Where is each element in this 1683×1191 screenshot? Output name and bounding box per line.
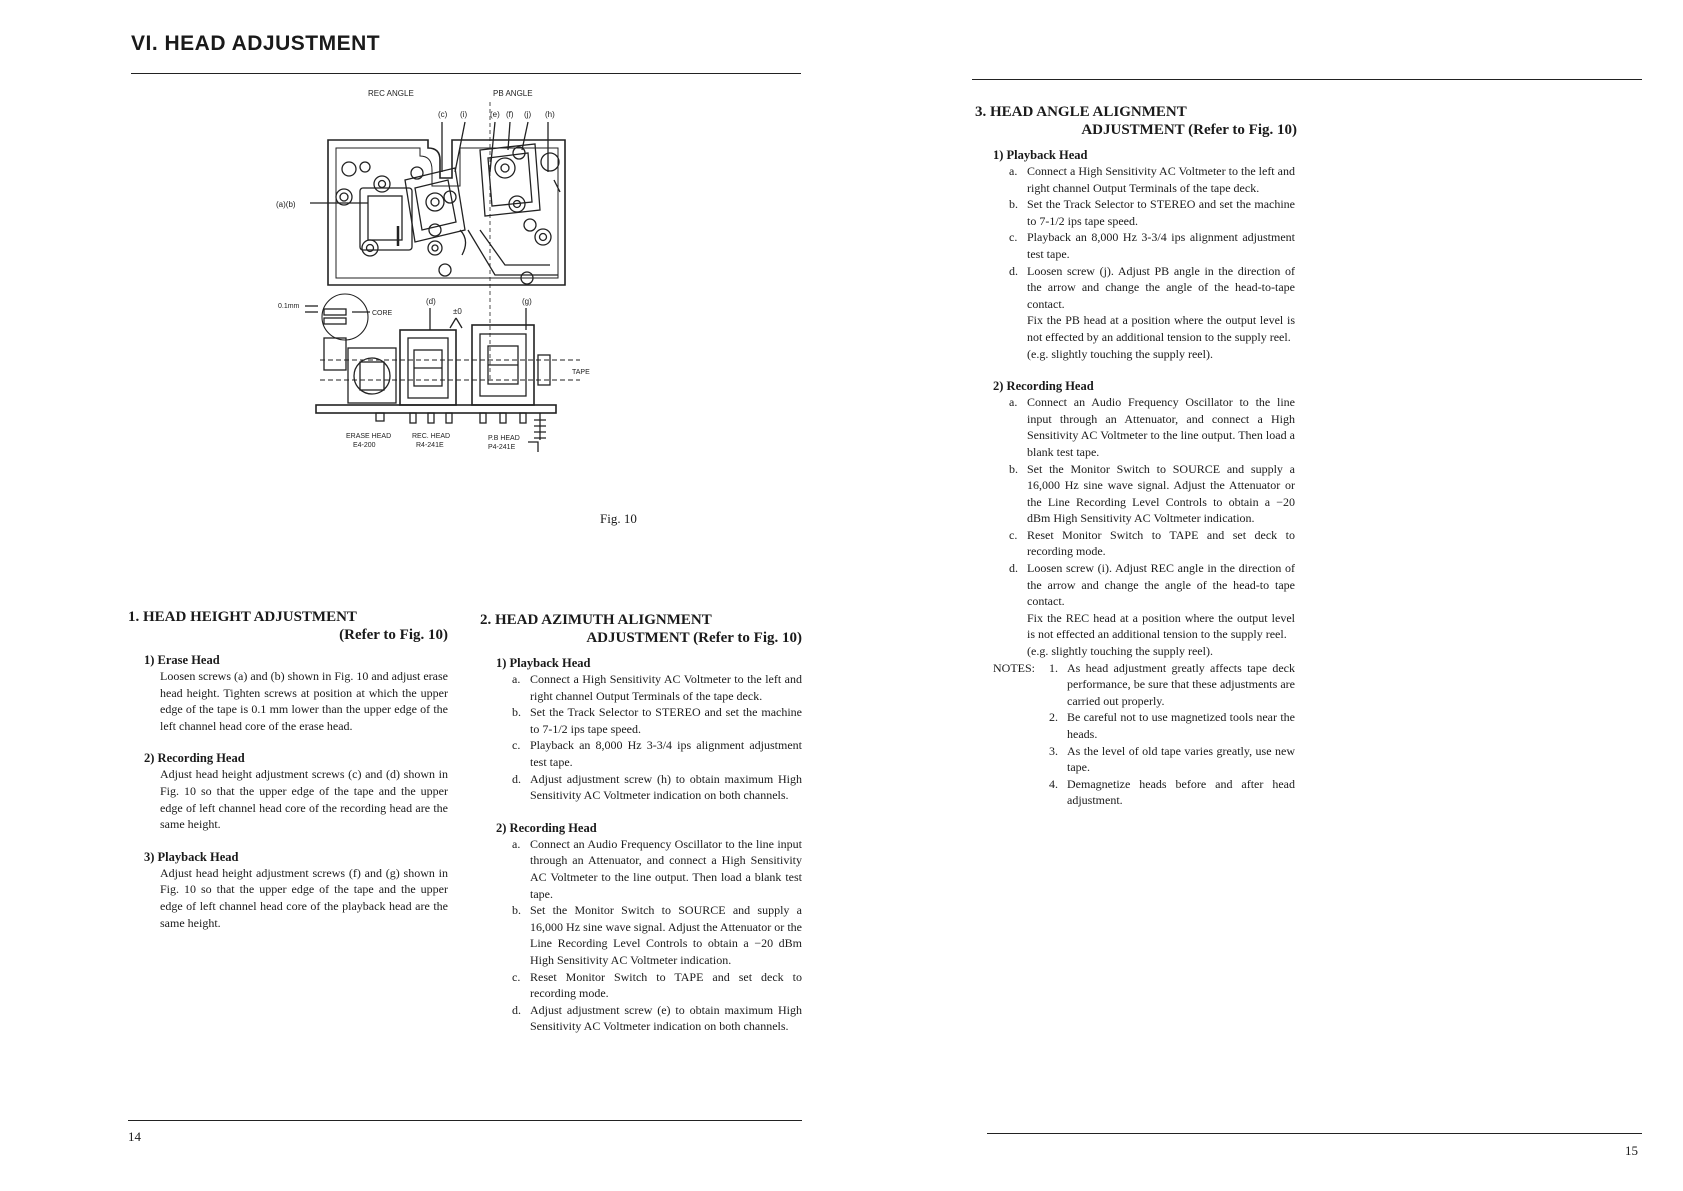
item-text: Connect a High Sensitivity AC Voltmeter to the left and right channel Output Terminals of the tape deck. [1027, 164, 1295, 195]
section-2-title [480, 611, 802, 647]
item-text: Playback an 8,000 Hz 3-3/4 ips alignment adjustment test tape. [530, 738, 802, 769]
chapter-title: VI. HEAD ADJUSTMENT [131, 32, 381, 55]
item-letter: b. [512, 903, 521, 918]
item-text: Adjust adjustment screw (h) to obtain maximum High Sensitivity AC Voltmeter indication on both channels. [530, 771, 802, 803]
recording-head-heading: 2) Recording Head [144, 751, 245, 766]
item-letter: a. [1009, 164, 1018, 178]
item-letter: c. [1009, 230, 1018, 245]
section-2-title-line1: 2. HEAD AZIMUTH ALIGNMENT [480, 612, 712, 628]
item-letter: c. [512, 969, 521, 984]
section-1-title-line2: (Refer to Fig. 10) [339, 627, 448, 643]
top-rule-left [131, 73, 801, 74]
item-letter: c. [1009, 527, 1018, 542]
pb-head-label: P.B HEAD [488, 435, 520, 442]
list-item [1009, 163, 1295, 196]
label-g: (g) [522, 297, 532, 306]
figure-10-diagram [276, 80, 650, 500]
item-letter: a. [512, 836, 521, 851]
section-head-angle [975, 103, 1295, 809]
note-text: As head adjustment greatly affects tape deck performance, be sure that these adjustments are carried out properly. [1067, 660, 1295, 708]
note-number: 1. [1049, 660, 1058, 675]
angle-playback-heading: 1) Playback Head [993, 148, 1088, 162]
playback-head-heading: 3) Playback Head [144, 849, 239, 864]
item-text: Adjust adjustment screw (e) to obtain maximum High Sensitivity AC Voltmeter indication on both channels. [530, 1002, 802, 1034]
angle-recording-heading: 2) Recording Head [993, 379, 1094, 394]
rec-fix-text: Fix the REC head at a position where the output level is not effected an additional tension to the supply reel. [1027, 610, 1295, 642]
label-h: (h) [545, 110, 555, 119]
item-text: Loosen screw (j). Adjust PB angle in the direction of the arrow and change the angle of the head-to-tape contact. [1027, 263, 1295, 311]
list-item [1009, 560, 1295, 610]
section-2-title-line2: ADJUSTMENT (Refer to Fig. 10) [586, 630, 802, 646]
list-item [512, 902, 802, 968]
list-item [1009, 461, 1295, 527]
item-text: Connect a High Sensitivity AC Voltmeter to the left and right channel Output Terminals of the tape deck. [530, 672, 802, 703]
pb-eg-text: (e.g. slightly touching the supply reel). [1027, 346, 1213, 361]
azimuth-playback-heading: 1) Playback Head [496, 656, 591, 670]
note-text: Demagnetize heads before and after head adjustment. [1067, 776, 1295, 808]
item-letter: d. [512, 771, 521, 786]
list-item [512, 737, 802, 770]
list-item [512, 1002, 802, 1035]
tape-label: TAPE [572, 369, 590, 376]
note-number: 2. [1049, 710, 1058, 725]
label-ab: (a)(b) [276, 200, 296, 209]
label-i: (i) [460, 110, 468, 119]
section-head-height [128, 608, 448, 931]
rec-head-label: REC. HEAD [412, 433, 451, 440]
section-3-title-line1: 3. HEAD ANGLE ALIGNMENT [975, 104, 1187, 120]
item-text: Loosen screw (i). Adjust REC angle in the direction of the arrow and change the angle of the head-to tape contact. [1027, 561, 1295, 609]
erase-head-text: Loosen screws (a) and (b) shown in Fig. 10 and adjust erase head height. Tighten screws at position at which the upper edge of the tape is 0.1 mm lower than the upper edge of the left channel head core of the erase head. [160, 669, 448, 733]
pb-angle-label: PB ANGLE [493, 89, 533, 98]
label-d: (d) [426, 297, 436, 306]
item-letter: b. [1009, 461, 1018, 476]
list-item [512, 704, 802, 737]
page-number-left: 14 [128, 1129, 141, 1144]
item-text: Set the Monitor Switch to SOURCE and supply a 16,000 Hz sine wave signal. Adjust the Attenuator or the Line Recording Level Controls to obtain a −20 dBm High Sensitivity AC Voltmeter indication. [530, 903, 802, 967]
item-text: Reset Monitor Switch to TAPE and set deck to recording mode. [1027, 527, 1295, 559]
note-number: 4. [1049, 776, 1058, 791]
item-text: Connect an Audio Frequency Oscillator to the line input through an Attenuator, and connect a High Sensitivity AC Voltmeter to the line output. Then load a blank test tape. [1027, 395, 1295, 459]
item-letter: d. [1009, 263, 1018, 278]
item-letter: b. [1009, 197, 1018, 212]
list-item [512, 771, 802, 804]
section-1-title-line1: 1. HEAD HEIGHT ADJUSTMENT [128, 609, 357, 625]
list-item [512, 671, 802, 704]
item-letter: d. [512, 1002, 521, 1017]
figure-caption: Fig. 10 [600, 511, 637, 526]
label-j: (j) [524, 110, 532, 119]
note-text: As the level of old tape varies greatly, use new tape. [1067, 743, 1295, 775]
item-letter: a. [1009, 395, 1018, 410]
notes-label: NOTES: [993, 660, 1035, 675]
list-item [1009, 394, 1295, 460]
label-c: (c) [438, 110, 448, 119]
item-letter: b. [512, 705, 521, 720]
notes-block [993, 660, 1295, 809]
item-text: Connect an Audio Frequency Oscillator to the line input through an Attenuator, and connect a High Sensitivity AC Voltmeter to the line output. Then load a blank test tape. [530, 836, 802, 901]
label-e: (e) [490, 110, 500, 119]
item-text: Set the Track Selector to STEREO and set the machine to 7-1/2 ips tape speed. [1027, 197, 1295, 228]
label-f: (f) [506, 110, 514, 119]
section-3-title-line2: ADJUSTMENT (Refer to Fig. 10) [1081, 122, 1297, 138]
azimuth-recording-heading: 2) Recording Head [496, 820, 597, 835]
item-letter: a. [512, 672, 521, 686]
rec-angle-label: REC ANGLE [368, 89, 414, 98]
item-letter: d. [1009, 561, 1018, 576]
pb-head-model: P4-241E [488, 444, 516, 451]
page-number-right: 15 [1625, 1143, 1638, 1158]
top-rule-right [972, 79, 1642, 80]
erase-head-label: ERASE HEAD [346, 433, 392, 440]
list-item [1009, 527, 1295, 560]
item-text: Playback an 8,000 Hz 3-3/4 ips alignment adjustment test tape. [1027, 230, 1295, 261]
list-item [1009, 263, 1295, 313]
label-pm0: ±0 [453, 307, 462, 316]
gap-label: 0.1mm [278, 303, 300, 310]
note-item [1049, 660, 1295, 710]
item-letter: c. [512, 738, 521, 753]
section-3-title [975, 103, 1295, 139]
list-item [512, 836, 802, 902]
rec-eg-text: (e.g. slightly touching the supply reel). [1027, 644, 1213, 659]
list-item [1009, 196, 1295, 229]
note-item [1049, 743, 1295, 776]
bottom-rule-left [128, 1120, 802, 1121]
erase-head-model: E4-200 [353, 442, 376, 449]
list-item [1009, 229, 1295, 262]
bottom-rule-right [987, 1133, 1642, 1134]
section-head-azimuth [480, 611, 802, 1035]
pb-fix-text: Fix the PB head at a position where the output level is not effected by an additional tension to the supply reel. [1027, 313, 1295, 344]
core-label: CORE [372, 310, 393, 317]
note-item [1049, 709, 1295, 742]
note-number: 3. [1049, 743, 1058, 758]
playback-head-text: Adjust head height adjustment screws (f) and (g) shown in Fig. 10 so that the upper edge of the tape and the upper edge of left channel head core of the playback head are the same height. [160, 865, 448, 930]
section-1-title [128, 608, 448, 644]
item-text: Reset Monitor Switch to TAPE and set deck to recording mode. [530, 969, 802, 1001]
item-text: Set the Track Selector to STEREO and set the machine to 7-1/2 ips tape speed. [530, 705, 802, 736]
item-text: Set the Monitor Switch to SOURCE and supply a 16,000 Hz sine wave signal. Adjust the Attenuator or the Line Recording Level Controls to obtain a −20 dBm High Sensitivity AC Voltmeter indication. [1027, 461, 1295, 526]
note-item [1049, 776, 1295, 809]
rec-head-model: R4-241E [416, 442, 444, 449]
recording-head-text: Adjust head height adjustment screws (c) and (d) shown in Fig. 10 so that the upper edge of the tape and the upper edge of left channel head core of the recording head are the same height. [160, 767, 448, 832]
note-text: Be careful not to use magnetized tools near the heads. [1067, 710, 1295, 741]
list-item [512, 969, 802, 1002]
erase-head-heading: 1) Erase Head [144, 653, 220, 667]
